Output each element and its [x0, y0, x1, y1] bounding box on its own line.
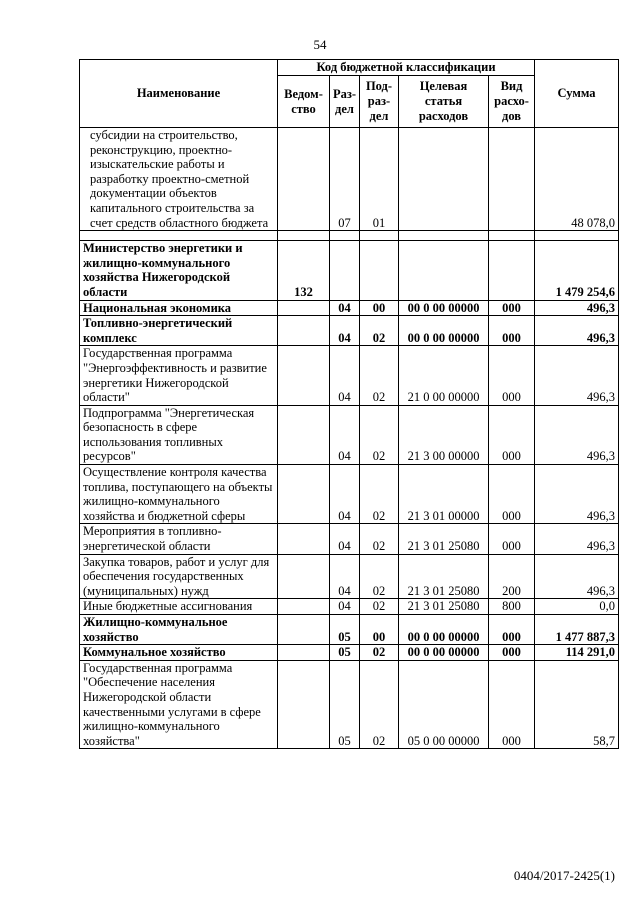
cell-summa: 496,3: [535, 524, 619, 554]
cell-podrazdel: 01: [360, 128, 399, 231]
cell-razdel: 05: [330, 645, 360, 661]
cell-vedomstvo: [278, 554, 330, 599]
cell-summa: 58,7: [535, 660, 619, 749]
cell-vedomstvo: [278, 660, 330, 749]
cell-name: Топливно-энергетический комплекс: [80, 316, 278, 346]
cell-vedomstvo: [278, 524, 330, 554]
cell-name: Осуществление контроля качества топлива, поступающего на объекты жилищно-коммунального хозяйства и бюджетной сферы: [80, 465, 278, 524]
cell-celevaya: 00 0 00 00000: [399, 615, 489, 645]
cell-name: Государственная программа "Энергоэффективность и развитие энергетики Нижегородской области": [80, 346, 278, 405]
table-row: [80, 660, 619, 749]
header-summa: Сумма: [535, 60, 619, 128]
cell-vedomstvo: [278, 300, 330, 316]
header-podrazdel: Под-раз-дел: [360, 76, 399, 128]
cell-summa: 48 078,0: [535, 128, 619, 231]
header-name: Наименование: [80, 60, 278, 128]
cell-name: Коммунальное хозяйство: [80, 645, 278, 661]
cell-summa: 496,3: [535, 554, 619, 599]
cell-podrazdel: 02: [360, 645, 399, 661]
cell-vid: 000: [489, 346, 535, 405]
cell-razdel: 04: [330, 524, 360, 554]
table-row: [80, 599, 619, 615]
cell-celevaya: 21 3 01 25080: [399, 524, 489, 554]
table-row: [80, 524, 619, 554]
table-row: [80, 128, 619, 231]
cell-summa: 0,0: [535, 599, 619, 615]
spacer-cell: [278, 231, 330, 241]
cell-summa: 496,3: [535, 316, 619, 346]
cell-podrazdel: 02: [360, 554, 399, 599]
spacer-cell: [489, 231, 535, 241]
cell-vedomstvo: [278, 465, 330, 524]
cell-vedomstvo: [278, 599, 330, 615]
table-row: [80, 346, 619, 405]
cell-celevaya: 00 0 00 00000: [399, 316, 489, 346]
table-row: [80, 405, 619, 464]
cell-podrazdel: [360, 241, 399, 300]
cell-vid: 000: [489, 300, 535, 316]
cell-razdel: 04: [330, 465, 360, 524]
cell-name: Закупка товаров, работ и услуг для обеспечения государственных (муниципальных) нужд: [80, 554, 278, 599]
cell-razdel: 04: [330, 599, 360, 615]
cell-celevaya: 00 0 00 00000: [399, 300, 489, 316]
cell-razdel: 07: [330, 128, 360, 231]
table-row: [80, 465, 619, 524]
cell-name: Министерство энергетики и жилищно-коммунального хозяйства Нижегородской области: [80, 241, 278, 300]
cell-razdel: 04: [330, 554, 360, 599]
table-row: [80, 241, 619, 300]
cell-podrazdel: 00: [360, 615, 399, 645]
cell-vid: 000: [489, 405, 535, 464]
cell-summa: 1 477 887,3: [535, 615, 619, 645]
cell-vid: 000: [489, 316, 535, 346]
page-number: 54: [313, 37, 327, 52]
cell-podrazdel: 02: [360, 346, 399, 405]
cell-razdel: 04: [330, 300, 360, 316]
cell-celevaya: 21 3 00 00000: [399, 405, 489, 464]
cell-summa: 114 291,0: [535, 645, 619, 661]
cell-vedomstvo: [278, 615, 330, 645]
cell-name: Мероприятия в топливно-энергетической области: [80, 524, 278, 554]
table-row: [80, 300, 619, 316]
cell-vedomstvo: [278, 128, 330, 231]
cell-name: Подпрограмма "Энергетическая безопасность в сфере использования топливных ресурсов": [80, 405, 278, 464]
table-row: [80, 316, 619, 346]
header-celevaya: Целевая статья расходов: [399, 76, 489, 128]
cell-celevaya: [399, 241, 489, 300]
spacer-cell: [360, 231, 399, 241]
cell-vedomstvo: 132: [278, 241, 330, 300]
spacer-cell: [399, 231, 489, 241]
cell-razdel: 04: [330, 405, 360, 464]
header-razdel: Раз-дел: [330, 76, 360, 128]
table-row: [80, 615, 619, 645]
cell-podrazdel: 00: [360, 300, 399, 316]
cell-vid: 000: [489, 465, 535, 524]
cell-name: Иные бюджетные ассигнования: [80, 599, 278, 615]
cell-vid: 000: [489, 524, 535, 554]
spacer-cell: [330, 231, 360, 241]
cell-vid: 000: [489, 660, 535, 749]
cell-vid: 000: [489, 645, 535, 661]
header-vid: Вид расхо-дов: [489, 76, 535, 128]
cell-summa: 496,3: [535, 465, 619, 524]
cell-celevaya: 21 0 00 00000: [399, 346, 489, 405]
cell-razdel: [330, 241, 360, 300]
cell-name: Жилищно-коммунальное хозяйство: [80, 615, 278, 645]
spacer-row: [80, 231, 619, 241]
header-code-group: Код бюджетной классификации: [278, 60, 535, 76]
header-vedomstvo: Ведом-ство: [278, 76, 330, 128]
cell-summa: 496,3: [535, 346, 619, 405]
cell-name: Национальная экономика: [80, 300, 278, 316]
cell-vid: [489, 128, 535, 231]
cell-vedomstvo: [278, 346, 330, 405]
cell-razdel: 05: [330, 615, 360, 645]
cell-name: Государственная программа "Обеспечение населения Нижегородской области качественными услугами в сфере жилищно-коммунального хозяйства": [80, 660, 278, 749]
spacer-cell: [80, 231, 278, 241]
cell-summa: 496,3: [535, 405, 619, 464]
cell-summa: 1 479 254,6: [535, 241, 619, 300]
cell-celevaya: 00 0 00 00000: [399, 645, 489, 661]
cell-celevaya: 21 3 01 00000: [399, 465, 489, 524]
cell-celevaya: 21 3 01 25080: [399, 554, 489, 599]
cell-podrazdel: 02: [360, 660, 399, 749]
cell-celevaya: 05 0 00 00000: [399, 660, 489, 749]
cell-podrazdel: 02: [360, 405, 399, 464]
cell-celevaya: 21 3 01 25080: [399, 599, 489, 615]
cell-podrazdel: 02: [360, 316, 399, 346]
document-reference: 0404/2017-2425(1): [513, 868, 615, 883]
spacer-cell: [535, 231, 619, 241]
cell-vedomstvo: [278, 316, 330, 346]
table-row: [80, 645, 619, 661]
cell-summa: 496,3: [535, 300, 619, 316]
table-row: [80, 554, 619, 599]
cell-vedomstvo: [278, 645, 330, 661]
cell-razdel: 04: [330, 316, 360, 346]
cell-podrazdel: 02: [360, 524, 399, 554]
cell-vedomstvo: [278, 405, 330, 464]
budget-table: [79, 59, 619, 749]
cell-vid: 200: [489, 554, 535, 599]
cell-vid: 800: [489, 599, 535, 615]
cell-razdel: 04: [330, 346, 360, 405]
cell-name: субсидии на строительство, реконструкцию, проектно-изыскательские работы и разработку проектно-сметной документации объектов капитального строительства за счет средств областного бюджета: [80, 128, 278, 231]
cell-vid: 000: [489, 615, 535, 645]
cell-podrazdel: 02: [360, 465, 399, 524]
cell-celevaya: [399, 128, 489, 231]
cell-razdel: 05: [330, 660, 360, 749]
cell-podrazdel: 02: [360, 599, 399, 615]
cell-vid: [489, 241, 535, 300]
